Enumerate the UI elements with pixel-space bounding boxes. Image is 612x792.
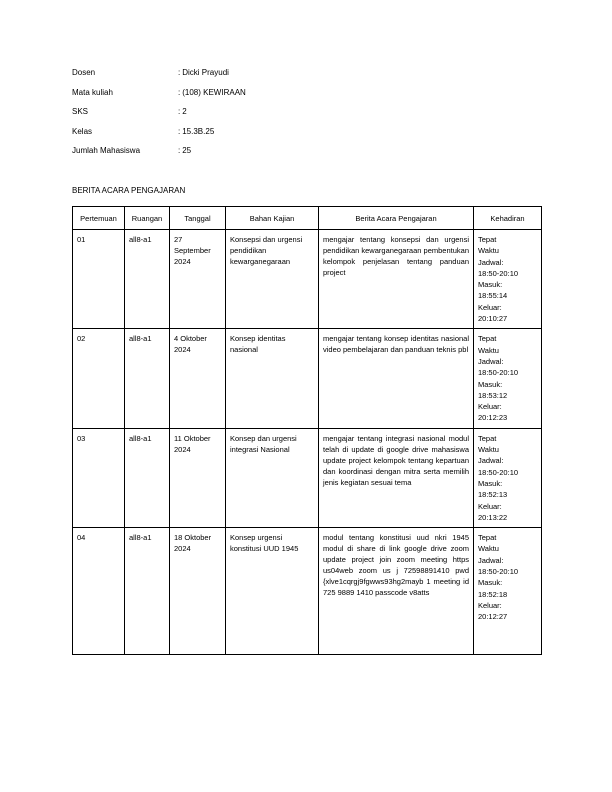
info-row-mata-kuliah: [72, 88, 246, 108]
header-ruangan: Ruangan: [125, 207, 170, 230]
kehadiran-line: 18:55:14: [478, 291, 508, 301]
cell-ruangan: all8-a1: [125, 329, 170, 428]
info-separator: :: [178, 126, 181, 136]
kehadiran-line: Waktu: [478, 345, 499, 355]
cell-kehadiran: [474, 230, 542, 329]
kehadiran-line: 20:13:22: [478, 512, 508, 522]
info-row-kelas: [72, 127, 246, 147]
info-label: Dosen: [72, 68, 96, 77]
cell-tanggal: 4 Oktober 2024: [170, 329, 226, 428]
kehadiran-line: Masuk:: [478, 379, 503, 389]
info-value: (108) KEWIRAAN: [182, 87, 246, 97]
cell-ruangan: all8-a1: [125, 528, 170, 655]
cell-bahan-kajian: Konsep urgensi konstitusi UUD 1945: [226, 528, 319, 655]
info-value: Dicki Prayudi: [182, 68, 229, 77]
kehadiran-line: Masuk:: [478, 578, 503, 588]
cell-bahan-kajian: Konsep identitas nasional: [226, 329, 319, 428]
kehadiran-line: 18:52:18: [478, 589, 508, 599]
kehadiran-line: Waktu: [478, 246, 499, 256]
cell-pertemuan: 02: [73, 329, 125, 428]
cell-pertemuan: 04: [73, 528, 125, 655]
kehadiran-line: Tepat: [478, 334, 497, 344]
cell-bahan-kajian: Konsep dan urgensi integrasi Nasional: [226, 428, 319, 527]
section-title: BERITA ACARA PENGAJARAN: [72, 186, 186, 195]
kehadiran-line: 20:12:27: [478, 612, 508, 622]
kehadiran-line: Keluar:: [478, 302, 502, 312]
kehadiran-line: 18:50-20:10: [478, 467, 519, 477]
header-kehadiran: Kehadiran: [474, 207, 542, 230]
info-row-sks: [72, 107, 246, 127]
kehadiran-line: Keluar:: [478, 501, 502, 511]
info-separator: :: [178, 107, 181, 116]
kehadiran-line: Tepat: [478, 235, 497, 244]
teaching-record-table: [72, 206, 542, 655]
kehadiran-line: 20:12:23: [478, 413, 508, 423]
header-bahan-kajian: Bahan Kajian: [226, 207, 319, 230]
cell-ruangan: all8-a1: [125, 230, 170, 329]
course-info: [72, 68, 246, 166]
cell-tanggal: 27 September 2024: [170, 230, 226, 329]
cell-tanggal: 18 Oktober 2024: [170, 528, 226, 655]
cell-kehadiran: [474, 428, 542, 527]
kehadiran-line: Jadwal:: [478, 257, 504, 267]
cell-pertemuan: 01: [73, 230, 125, 329]
kehadiran-line: Jadwal:: [478, 456, 504, 466]
kehadiran-line: Keluar:: [478, 600, 502, 610]
cell-berita-acara: mengajar tentang konsepsi dan urgensi pendidikan kewarganegaraan pembentukan kelompok penjelasan tentang panduan project: [319, 230, 474, 329]
kehadiran-line: Masuk:: [478, 478, 503, 488]
cell-bahan-kajian: Konsepsi dan urgensi pendidikan kewarganegaraan: [226, 230, 319, 329]
table-row: [73, 329, 542, 428]
table-row: [73, 230, 542, 329]
table-row: [73, 528, 542, 655]
info-separator: :: [178, 146, 181, 155]
table-row: [73, 428, 542, 527]
cell-berita-acara: modul tentang konstitusi uud nkri 1945 modul di share di link google drive zoom update project join zoom meeting https us04web zoom us j 72598891410 pwd {xlve1cqrgj9fgwws93hg2mayb 1 meeting id 725 9889 1410 passcode v8atts: [319, 528, 474, 655]
info-label: SKS: [72, 107, 89, 116]
info-row-dosen: [72, 68, 246, 88]
kehadiran-line: Jadwal:: [478, 356, 504, 366]
kehadiran-line: Tepat: [478, 433, 497, 443]
kehadiran-line: 18:50-20:10: [478, 368, 519, 378]
table-header-row: [73, 207, 542, 230]
info-row-jumlah-mahasiswa: [72, 146, 246, 166]
info-value: 2: [182, 107, 187, 116]
info-value: 15.3B.25: [182, 126, 215, 136]
cell-kehadiran: [474, 528, 542, 655]
cell-ruangan: all8-a1: [125, 428, 170, 527]
info-separator: :: [178, 68, 181, 77]
header-berita-acara: Berita Acara Pengajaran: [319, 207, 474, 230]
kehadiran-line: Masuk:: [478, 280, 503, 290]
cell-pertemuan: 03: [73, 428, 125, 527]
info-separator: :: [178, 87, 181, 97]
kehadiran-line: Jadwal:: [478, 555, 504, 565]
kehadiran-line: 18:50-20:10: [478, 567, 519, 577]
kehadiran-line: 18:52:13: [478, 490, 508, 500]
info-label: Kelas: [72, 126, 93, 136]
info-label: Mata kuliah: [72, 87, 113, 97]
kehadiran-line: 18:53:12: [478, 390, 508, 400]
kehadiran-line: 18:50-20:10: [478, 268, 519, 278]
cell-berita-acara: mengajar tentang konsep identitas nasional video pembelajaran dan panduan teknis pbl: [319, 329, 474, 428]
info-value: 25: [182, 146, 192, 155]
kehadiran-line: Tepat: [478, 533, 497, 543]
kehadiran-line: 20:10:27: [478, 314, 508, 324]
header-pertemuan: Pertemuan: [73, 207, 125, 230]
header-tanggal: Tanggal: [170, 207, 226, 230]
info-label: Jumlah Mahasiswa: [72, 146, 141, 155]
cell-kehadiran: [474, 329, 542, 428]
cell-berita-acara: mengajar tentang integrasi nasional modul telah di update di google drive mahasiswa update project kelompok tentang kepartuan dan koordinasi dengan mitra serta memilih jenis kegiatan sesuai tema: [319, 428, 474, 527]
kehadiran-line: Waktu: [478, 445, 499, 455]
kehadiran-line: Keluar:: [478, 402, 502, 412]
kehadiran-line: Waktu: [478, 544, 499, 554]
cell-tanggal: 11 Oktober 2024: [170, 428, 226, 527]
